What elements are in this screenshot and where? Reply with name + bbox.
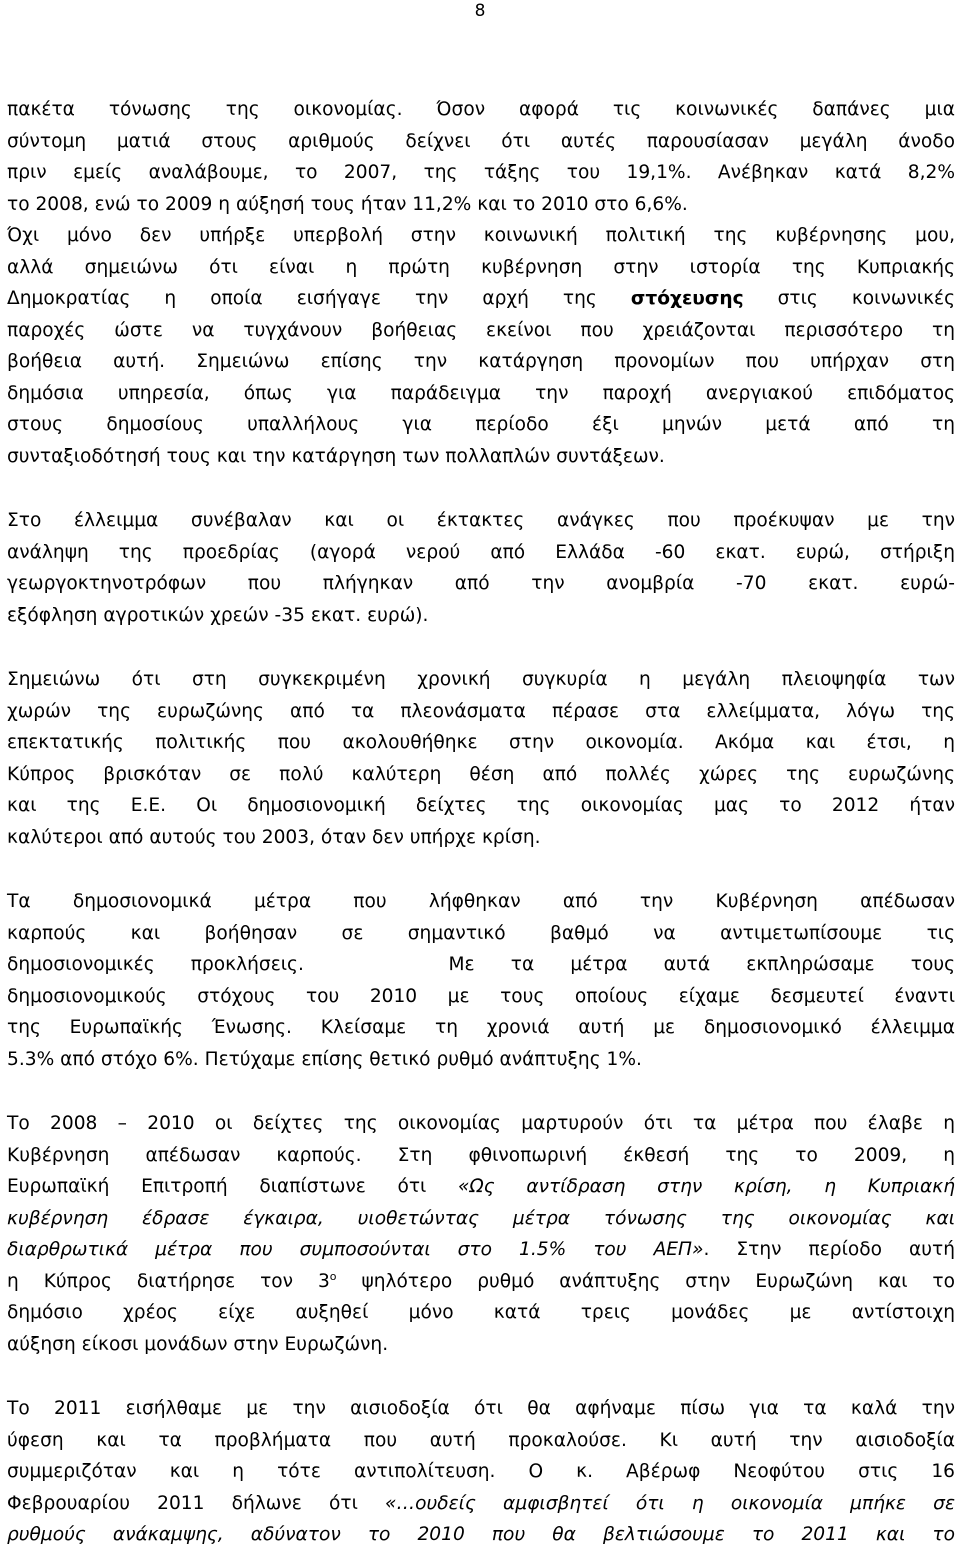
text-line: αλλά σημειώνω ότι είναι η πρώτη κυβέρνηση στην ιστορία της Κυπριακής bbox=[7, 256, 955, 278]
text-line: ύφεση και τα προβλήματα που αυτή προκαλούσε. Κι αυτή την αισιοδοξία bbox=[7, 1429, 955, 1451]
text-line bbox=[7, 1519, 955, 1551]
text-segment: . Στην περίοδο αυτή bbox=[703, 1239, 955, 1260]
text-line: 5.3% από στόχο 6%. Πετύχαμε επίσης θετικό ρυθμό ανάπτυξης 1%. bbox=[7, 1048, 642, 1070]
text-segment: στις κοινωνικές bbox=[743, 288, 956, 309]
text-line: πριν εμείς αναλάβουμε, το 2007, της τάξης του 19,1%. Ανέβηκαν κατά 8,2% bbox=[7, 162, 955, 183]
text-line: δημόσια υπηρεσία, όπως για παράδειγμα την παροχή ανεργιακού επιδόματος bbox=[7, 382, 955, 404]
paragraph-eurozone-comparison bbox=[7, 664, 955, 853]
text-line: βοήθεια αυτή. Σημειώνω επίσης την κατάργηση προνομίων που υπήρχαν στη bbox=[7, 351, 955, 372]
text-line: δημοσιονομικούς στόχους του 2010 με τους οποίους είχαμε δεσμευτεί έναντι bbox=[7, 985, 955, 1007]
text-line: συμμεριζόταν και η τότε αντιπολίτευση. Ο κ. Αβέρωφ Νεοφύτου στις 16 bbox=[7, 1461, 955, 1482]
text-line: Το 2011 εισήλθαμε με την αισιοδοξία ότι θα αφήναμε πίσω για τα καλά την bbox=[7, 1398, 955, 1419]
text-segment: ψηλότερο ρυθμό ανάπτυξης στην Ευρωζώνη και το bbox=[336, 1270, 955, 1292]
text-segment: η Κύπρος διατήρησε τον 3 bbox=[7, 1270, 330, 1292]
text-line: καρπούς και βοήθησαν σε σημαντικό βαθμό να αντιμετωπίσουμε τις bbox=[7, 922, 955, 944]
paragraph-fiscal-measures bbox=[7, 886, 955, 1075]
paragraph-social-spending bbox=[7, 94, 955, 220]
paragraph-2011-optimism bbox=[7, 1393, 955, 1551]
text-line: το 2008, ενώ το 2009 η αύξησή τους ήταν 11,2% και το 2010 στο 6,6%. bbox=[7, 193, 688, 215]
quote-text: ρυθμούς ανάκαμψης, αδύνατον το 2010 που θα βελτιώσουμε το 2011 και το bbox=[7, 1524, 955, 1545]
text-line: Όχι μόνο δεν υπήρξε υπερβολή στην κοινωνική πολιτική της κυβέρνησης μου, bbox=[7, 225, 955, 246]
paragraph-economic-indicators bbox=[7, 1108, 955, 1360]
text-line: Τα δημοσιονομικά μέτρα που λήφθηκαν από την Κυβέρνηση απέδωσαν bbox=[7, 891, 955, 912]
text-line: αύξηση είκοσι μονάδων στην Ευρωζώνη. bbox=[7, 1333, 389, 1355]
text-line: Κυβέρνηση απέδωσαν καρπούς. Στη φθινοπωρινή έκθεσή της το 2009, η bbox=[7, 1144, 955, 1166]
text-line bbox=[7, 1488, 955, 1520]
text-line: γεωργοκτηνοτρόφων που πλήγηκαν από την ανομβρία -70 εκατ. ευρώ- bbox=[7, 573, 955, 594]
quote-text: κυβέρνηση έδρασε έγκαιρα, υιοθετώντας μέτρα τόνωσης της οικονομίας και bbox=[7, 1207, 955, 1229]
text-line: καλύτεροι από αυτούς του 2003, όταν δεν υπήρχε κρίση. bbox=[7, 826, 541, 848]
text-line bbox=[7, 283, 955, 315]
text-line: Στο έλλειμμα συνέβαλαν και οι έκτακτες ανάγκες που προέκυψαν με την bbox=[7, 510, 955, 531]
quote-text: διαρθρωτικά μέτρα που συμποσούνται στο 1.5% του ΑΕΠ» bbox=[7, 1239, 704, 1260]
text-line: εξόφληση αγροτικών χρεών -35 εκατ. ευρώ). bbox=[7, 604, 429, 626]
text-line: ανάληψη της προεδρίας (αγορά νερού από Ελλάδα -60 εκατ. ευρώ, στήριξη bbox=[7, 541, 955, 563]
text-line: επεκτατικής πολιτικής που ακολουθήθηκε στην οικονομία. Ακόμα και έτσι, η bbox=[7, 732, 955, 753]
bold-term: στόχευσης bbox=[630, 288, 744, 309]
text-line: της Ευρωπαϊκής Ένωσης. Κλείσαμε τη χρονιά αυτή με δημοσιονομικό έλλειμμα bbox=[7, 1017, 955, 1038]
text-line: δημόσιο χρέος είχε αυξηθεί μόνο κατά τρεις μονάδες με αντίστοιχη bbox=[7, 1302, 955, 1323]
text-segment: Δημοκρατίας η οποία εισήγαγε την αρχή της bbox=[7, 288, 631, 309]
text-segment: Φεβρουαρίου 2011 δήλωνε ότι bbox=[7, 1492, 386, 1514]
text-line: Το 2008 – 2010 οι δείχτες της οικονομίας μαρτυρούν ότι τα μέτρα που έλαβε η bbox=[7, 1113, 955, 1134]
superscript: ο bbox=[329, 1269, 337, 1283]
text-line: σύντομη ματιά στους αριθμούς δείχνει ότι αυτές παρουσίασαν μεγάλη άνοδο bbox=[7, 130, 955, 152]
text-line: Σημειώνω ότι στη συγκεκριμένη χρονική συγκυρία η μεγάλη πλειοψηφία των bbox=[7, 669, 955, 690]
text-line: χωρών της ευρωζώνης από τα πλεονάσματα πέρασε στα ελλείμματα, λόγω της bbox=[7, 700, 955, 722]
text-line: παροχές ώστε να τυγχάνουν βοήθειας εκείνοι που χρειάζονται περισσότερο τη bbox=[7, 319, 955, 341]
paragraph-social-policy bbox=[7, 220, 955, 472]
text-line bbox=[7, 1203, 955, 1235]
quote-text: «…ουδείς αμφισβητεί ότι η οικονομία μπήκε σε bbox=[385, 1492, 955, 1514]
text-segment: Ευρωπαϊκή Επιτροπή διαπίστωνε ότι bbox=[7, 1176, 459, 1197]
text-line: Κύπρος βρισκόταν σε πολύ καλύτερη θέση από πολλές χώρες της ευρωζώνης bbox=[7, 763, 955, 785]
text-line: δημοσιονομικές προκλήσεις. Με τα μέτρα αυτά εκπληρώσαμε τους bbox=[7, 954, 955, 975]
text-line: και της Ε.Ε. Οι δημοσιονομική δείχτες της οικονομίας μας το 2012 ήταν bbox=[7, 795, 955, 816]
text-line bbox=[7, 1234, 955, 1266]
text-line bbox=[7, 1171, 955, 1203]
text-line: πακέτα τόνωσης της οικονομίας. Όσον αφορά τις κοινωνικές δαπάνες μια bbox=[7, 99, 955, 120]
text-line bbox=[7, 1266, 955, 1298]
text-line: στους δημοσίους υπαλλήλους για περίοδο έξι μηνών μετά από τη bbox=[7, 414, 955, 435]
quote-text: «Ως αντίδραση στην κρίση, η Κυπριακή bbox=[458, 1176, 955, 1197]
paragraph-deficit-causes bbox=[7, 505, 955, 631]
text-line: συνταξιοδότησή τους και την κατάργηση των πολλαπλών συντάξεων. bbox=[7, 445, 665, 467]
page-number: 8 bbox=[474, 1, 486, 21]
document-body bbox=[7, 94, 955, 1551]
